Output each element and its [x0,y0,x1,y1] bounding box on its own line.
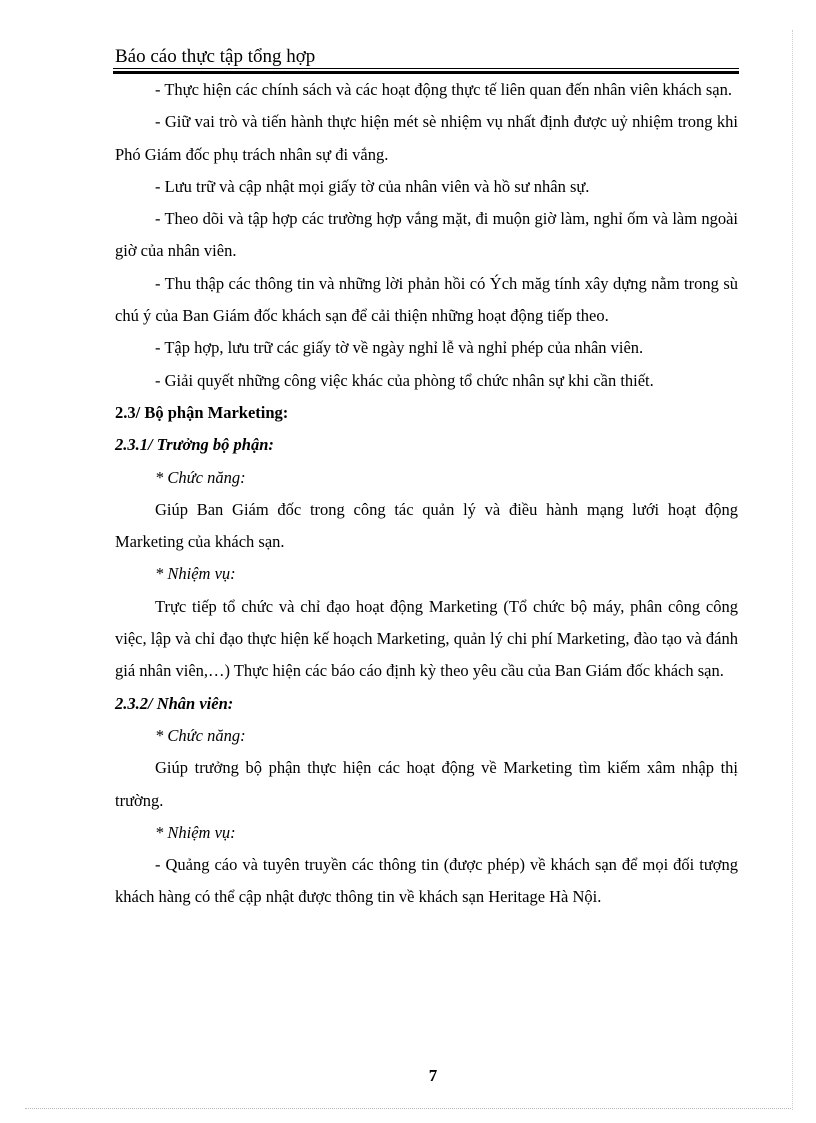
paragraph: Trực tiếp tổ chức và chỉ đạo hoạt động Marketing (Tổ chức bộ máy, phân công công việc, lập và chỉ đạo thực hiện kế hoạch Marketing, quản lý chi phí Marketing, đào tạo và đánh giá nhân viên,…) Thực hiện các báo cáo định kỳ theo yêu cầu của Ban Giám đốc khách sạn. [115,596,738,681]
paragraph: Giúp Ban Giám đốc trong công tác quản lý và điều hành mạng lưới hoạt động Marketing của khách sạn. [115,499,738,552]
label-function: * Chức năng: [155,725,246,745]
section-heading: 2.3/ Bộ phận Marketing: [115,402,289,422]
paragraph: - Theo dõi và tập hợp các trường hợp vắng mặt, đi muộn giờ làm, nghỉ ốm và làm ngoài giờ của nhân viên. [115,209,738,261]
label-function: * Chức năng: [155,467,246,487]
page-boundary-bottom [25,1108,791,1109]
paragraph: - Tập hợp, lưu trữ các giấy tờ về ngày nghỉ lễ và nghỉ phép của nhân viên. [155,338,644,358]
subsection-heading: 2.3.1/ Trưởng bộ phận: [115,435,274,455]
page-header-title: Báo cáo thực tập tổng hợp [115,46,316,67]
label-duties: * Nhiệm vụ: [155,822,236,842]
paragraph: - Lưu trữ và cập nhật mọi giấy tờ của nhân viên và hồ sư nhân sự. [155,176,590,196]
subsection-heading: 2.3.2/ Nhân viên: [115,693,234,713]
paragraph: - Quảng cáo và tuyên truyền các thông tin (được phép) về khách sạn để mọi đối tượng khách hàng có thể cập nhật được thông tin về khách sạn Heritage Hà Nội. [115,855,738,907]
label-duties: * Nhiệm vụ: [155,564,236,584]
paragraph: - Giải quyết những công việc khác của phòng tổ chức nhân sự khi cần thiết. [155,370,654,390]
paragraph: Giúp trưởng bộ phận thực hiện các hoạt động về Marketing tìm kiếm xâm nhập thị trường. [115,758,738,810]
document-body [115,74,738,914]
paragraph: - Thực hiện các chính sách và các hoạt động thực tế liên quan đến nhân viên khách sạn. [155,80,732,99]
header-rule-thin [113,68,739,69]
page-boundary-right [792,30,793,1110]
page-number: 7 [428,1066,438,1085]
paragraph: - Thu thập các thông tin và những lời phản hồi có Ých măg tính xây dựng nằm trong sù chú ý của Ban Giám đốc khách sạn để cải thiện những hoạt động tiếp theo. [115,273,738,326]
paragraph: - Giữ vai trò và tiến hành thực hiện mét sè nhiệm vụ nhất định được uỷ nhiệm trong khi Phó Giám đốc phụ trách nhân sự đi vắng. [115,112,738,164]
